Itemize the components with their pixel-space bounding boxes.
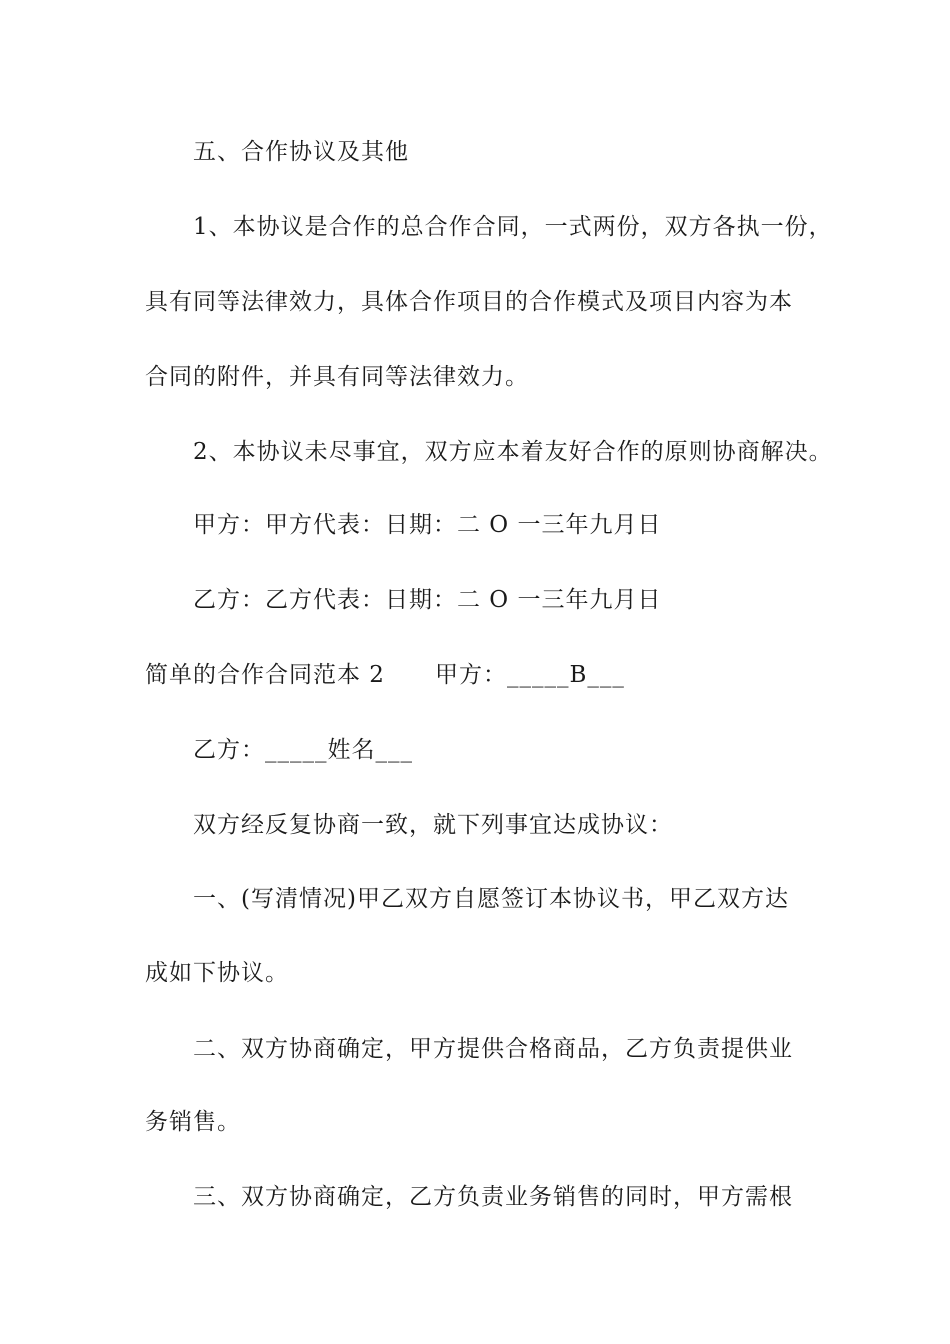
contract-title: 简单的合作合同范本 2 <box>145 662 385 688</box>
paragraph-line: 一、(写清情况)甲乙双方自愿签订本协议书，甲乙双方达 <box>193 886 789 912</box>
party-a-field: 甲方：_____B___ <box>434 662 625 688</box>
paragraph-line: 成如下协议。 <box>145 960 289 986</box>
section-heading: 五、合作协议及其他 <box>193 139 409 165</box>
paragraph-line: 三、双方协商确定，乙方负责业务销售的同时，甲方需根 <box>193 1184 793 1210</box>
contract-title-line <box>145 660 835 690</box>
paragraph-line: 合同的附件，并具有同等法律效力。 <box>145 364 529 390</box>
signature-line-party-b: 乙方：乙方代表：日期：二 O 一三年九月日 <box>193 587 662 613</box>
paragraph-line: 具有同等法律效力，具体合作项目的合作模式及项目内容为本 <box>145 289 793 315</box>
party-b-field: 乙方：_____姓名___ <box>193 737 413 763</box>
paragraph-line: 双方经反复协商一致，就下列事宜达成协议： <box>193 812 673 838</box>
paragraph-line: 2、本协议未尽事宜，双方应本着友好合作的原则协商解决。 <box>193 439 833 465</box>
paragraph-line: 1、本协议是合作的总合作合同，一式两份，双方各执一份， <box>193 214 833 240</box>
paragraph-line: 务销售。 <box>145 1109 241 1135</box>
signature-line-party-a: 甲方：甲方代表：日期：二 O 一三年九月日 <box>193 512 662 538</box>
paragraph-line: 二、双方协商确定，甲方提供合格商品，乙方负责提供业 <box>193 1036 793 1062</box>
